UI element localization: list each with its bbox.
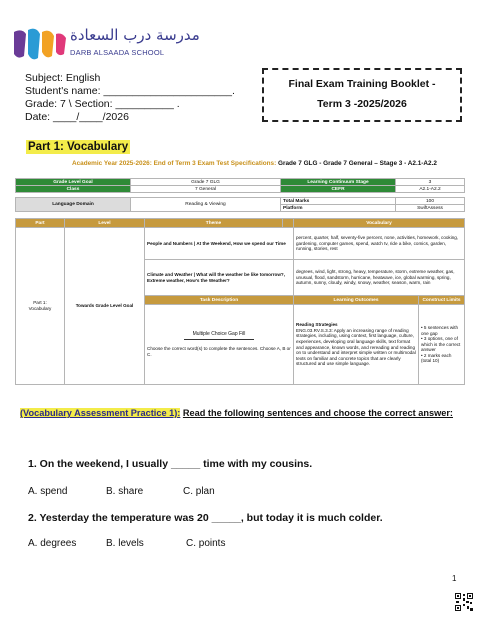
specs-year: Academic Year 2025-2026: End of Term 3 Exam Test Specifications:	[72, 160, 277, 167]
class-value: 7 General	[131, 186, 281, 193]
logo-mark-icon	[12, 26, 68, 66]
student-info	[25, 72, 235, 124]
practice-tag: (Vocabulary Assessment Practice 1):	[20, 408, 181, 418]
booklet-term: Term 3 -2025/2026	[317, 98, 407, 110]
head-theme: Theme	[145, 219, 283, 228]
q2-option-c[interactable]: C. points	[186, 538, 226, 549]
limit-3: • 2 marks each (total 10)	[421, 352, 452, 364]
domain-value: Reading & Viewing	[131, 198, 281, 212]
school-name-arabic: مدرسة درب السعادة	[70, 26, 200, 44]
cefr-label: CEFR	[281, 186, 396, 193]
part-heading: Part 1: Vocabulary	[28, 141, 129, 153]
q2-option-b[interactable]: B. levels	[106, 538, 144, 549]
theme-1: People and Numbers | At the Weekend, How we spend our Time	[145, 228, 294, 260]
head-level: Level	[65, 219, 145, 228]
grade-level-goal-label: Grade Level Goal	[16, 179, 131, 186]
subject-line: Subject: English	[25, 72, 101, 84]
specs-heading	[72, 160, 437, 167]
qr-code-icon	[454, 592, 474, 612]
spec-main-table	[15, 218, 465, 385]
practice-instruction	[20, 407, 456, 419]
question-1: 1. On the weekend, I usually _____ time with my cousins.	[28, 458, 313, 470]
head-part: Part	[16, 219, 65, 228]
part-cell: Part 1: Vocabulary	[16, 228, 65, 385]
total-marks-label: Total Marks	[281, 198, 396, 205]
head-vocabulary: Vocabulary	[294, 219, 465, 228]
total-marks-value: 100	[396, 198, 465, 205]
stage-value: 3	[396, 179, 465, 186]
school-name-english: DARB ALSAADA SCHOOL	[70, 48, 165, 57]
question-2: 2. Yesterday the temperature was 20 _____, but today it is much colder.	[28, 512, 383, 524]
outcome-title: Reading Strategies	[296, 322, 338, 328]
spec-domain-table	[15, 197, 465, 212]
practice-text: Read the following sentences and choose the correct answer:	[182, 408, 453, 418]
outcome-cell	[294, 305, 419, 385]
date-line[interactable]: Date: ____/____/2026	[25, 111, 129, 123]
booklet-title-box	[262, 68, 462, 122]
class-label: Class	[16, 186, 131, 193]
theme-2: Climate and Weather | What will the weather be like tomorrow?, Extreme weather, How's the Weather?	[145, 260, 294, 296]
level-cell: Towards Grade Level Goal	[65, 228, 145, 385]
task-title: Multiple Choice Gap Fill	[192, 330, 246, 337]
outcome-text: ENG.03.RV.S.3.3: Apply an increasing range of reading strategies, including, using context, first language, culture, experiences, developing oral language skills, text format and appearance, known words, and rereading and reading on to understand and interpret simple written or multimodal texts on familiar and concrete topics that are clearly structured and use simple language.	[296, 327, 416, 367]
q1-option-b[interactable]: B. share	[106, 486, 144, 497]
school-logo	[12, 26, 200, 68]
vocab-2: degrees, wind, light, strong, heavy, temperature, storm, extreme weather, gas, unusual, flood, sandstorm, hurricane, heatwave, ice, global warming, spring, autumn, sunny, cloudy, windy, snowy, weather, season, warm, rain	[294, 260, 465, 296]
booklet-title: Final Exam Training Booklet -	[288, 78, 436, 90]
head-limits: Construct Limits	[419, 296, 465, 305]
task-desc: Choose the correct word(s) to complete the sentences. Choose A, B or C.	[147, 346, 291, 357]
student-name-line[interactable]: Student's name: ______________________.	[25, 85, 235, 97]
platform-value: SwiftAssess	[396, 205, 465, 212]
spec-info-table	[15, 178, 465, 193]
limit-1: • 5 sentences with one gap	[421, 324, 459, 336]
platform-label: Platform	[281, 205, 396, 212]
q2-option-a[interactable]: A. degrees	[28, 538, 77, 549]
continuum-label: Learning Continuum Stage	[281, 179, 396, 186]
grade-level-goal-value: Grade 7 GLG	[131, 179, 281, 186]
limits-cell	[419, 305, 465, 385]
q1-option-c[interactable]: C. plan	[183, 486, 215, 497]
head-outcomes: Learning Outcomes	[294, 296, 419, 305]
page-number: 1	[452, 574, 457, 583]
domain-label: Language Domain	[16, 198, 131, 212]
limit-2: • 3 options, one of which is the correct answer	[421, 336, 461, 353]
grade-section-line[interactable]: Grade: 7 \ Section: __________ .	[25, 98, 180, 110]
vocab-1: percent, quarter, half, seventy-five percent, none, activities, homework, cooking, gardening, computer games, spend, watch tv, ride a bike, comics, garden, running, stories, rest	[294, 228, 465, 260]
task-cell	[145, 305, 294, 385]
specs-grade: Grade 7 GLG - Grade 7 General – Stage 3 - A2.1-A2.2	[278, 160, 437, 167]
q1-option-a[interactable]: A. spend	[28, 486, 68, 497]
head-task: Task Description	[145, 296, 294, 305]
cefr-value: A2.1-A2.2	[396, 186, 465, 193]
